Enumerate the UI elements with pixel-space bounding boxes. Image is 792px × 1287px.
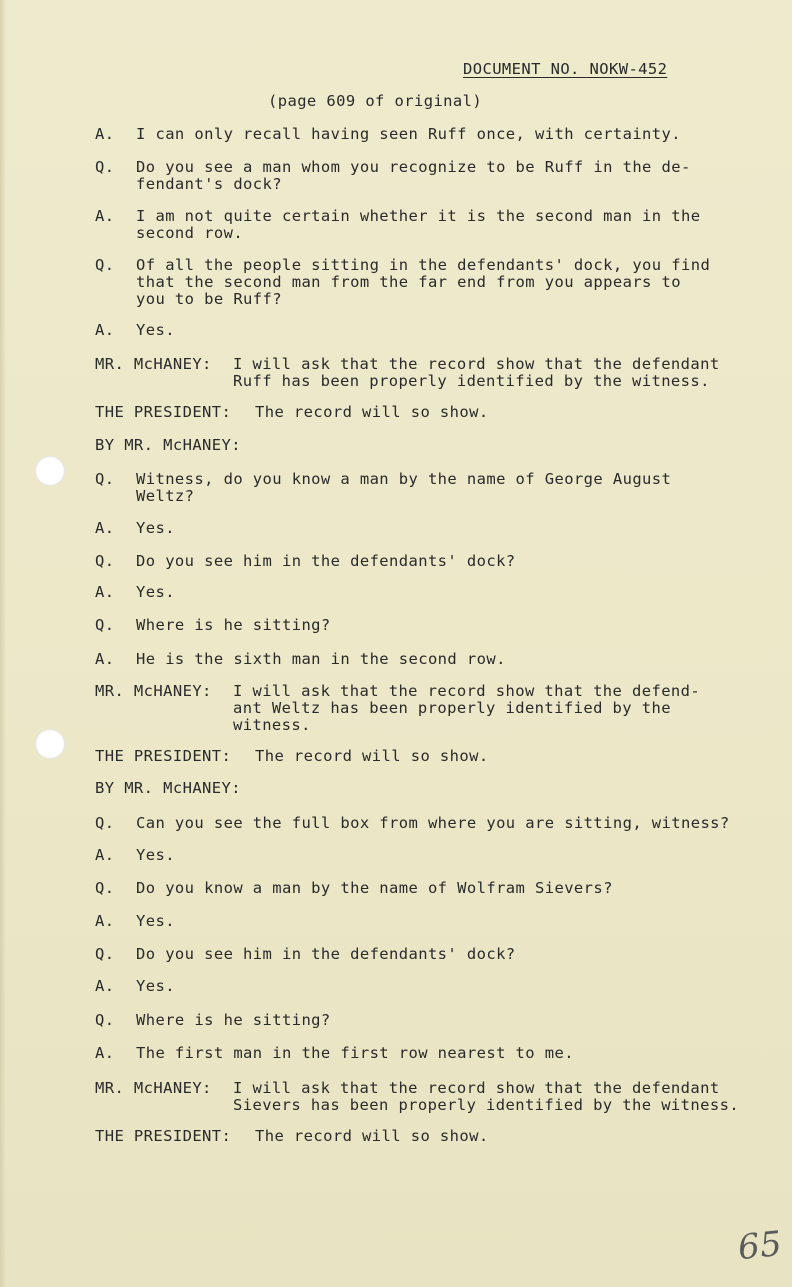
speaker-label: MR. McHANEY: xyxy=(95,1079,212,1097)
speaker-label: Q. xyxy=(95,158,115,176)
text-line: second row. xyxy=(136,224,244,242)
text-line: Yes. xyxy=(136,583,175,601)
text-line: I will ask that the record show that the defendant xyxy=(233,355,720,373)
speaker-label: Q. xyxy=(95,814,115,832)
entry-text xyxy=(136,208,700,242)
entry-text xyxy=(136,553,516,570)
entry-text xyxy=(255,748,489,765)
page-reference: (page 609 of original) xyxy=(268,92,483,110)
speaker-label: A. xyxy=(95,912,115,930)
text-line: you to be Ruff? xyxy=(136,290,282,308)
entry-text xyxy=(255,1128,489,1145)
text-line: Yes. xyxy=(136,977,175,995)
punch-hole xyxy=(35,729,65,759)
speaker-label: Q. xyxy=(95,945,115,963)
speaker-label: Q. xyxy=(95,470,115,488)
text-line: Do you know a man by the name of Wolfram Sievers? xyxy=(136,879,613,897)
speaker-label: THE PRESIDENT: xyxy=(95,1127,232,1145)
entry-text xyxy=(136,913,175,930)
entry-text xyxy=(136,946,516,963)
entry-text xyxy=(255,404,489,421)
speaker-label: Q. xyxy=(95,616,115,634)
speaker-label: A. xyxy=(95,321,115,339)
speaker-label: A. xyxy=(95,583,115,601)
speaker-label: A. xyxy=(95,519,115,537)
entry-text xyxy=(136,584,175,601)
text-line: Yes. xyxy=(136,519,175,537)
entry-text xyxy=(136,815,730,832)
entry-text xyxy=(136,847,175,864)
speaker-label: Q. xyxy=(95,1011,115,1029)
text-line: Do you see a man whom you recognize to be Ruff in the de- xyxy=(136,158,691,176)
entry-text xyxy=(136,471,671,505)
speaker-label: Q. xyxy=(95,552,115,570)
speaker-label: A. xyxy=(95,1044,115,1062)
text-line: The record will so show. xyxy=(255,403,489,421)
entry-text xyxy=(136,322,175,339)
text-line: Where is he sitting? xyxy=(136,1011,331,1029)
speaker-label: Q. xyxy=(95,879,115,897)
text-line: He is the sixth man in the second row. xyxy=(136,650,506,668)
text-line: Ruff has been properly identified by the witness. xyxy=(233,372,710,390)
document-number: DOCUMENT NO. NOKW-452 xyxy=(463,60,668,78)
text-line: I will ask that the record show that the defend- xyxy=(233,682,701,700)
text-line: Do you see him in the defendants' dock? xyxy=(136,552,516,570)
speaker-label: A. xyxy=(95,650,115,668)
text-line: Where is he sitting? xyxy=(136,616,331,634)
text-line: ant Weltz has been properly identified by the xyxy=(233,699,671,717)
text-line: Sievers has been properly identified by the witness. xyxy=(233,1096,740,1114)
speaker-label: MR. McHANEY: xyxy=(95,682,212,700)
handwritten-page-number: 65 xyxy=(736,1223,785,1269)
text-line: Of all the people sitting in the defendants' dock, you find xyxy=(136,256,711,274)
speaker-label: THE PRESIDENT: xyxy=(95,403,232,421)
entry-text xyxy=(136,257,710,308)
speaker-label: MR. McHANEY: xyxy=(95,355,212,373)
entry-text xyxy=(136,880,613,897)
text-line: Weltz? xyxy=(136,487,195,505)
entry-text xyxy=(136,1012,331,1029)
speaker-label: BY MR. McHANEY: xyxy=(95,779,241,797)
entry-text xyxy=(136,126,681,143)
text-line: I can only recall having seen Ruff once, with certainty. xyxy=(136,125,681,143)
text-line: that the second man from the far end from you appears to xyxy=(136,273,681,291)
speaker-label: BY MR. McHANEY: xyxy=(95,436,241,454)
text-line: Witness, do you know a man by the name of George August xyxy=(136,470,672,488)
entry-text xyxy=(136,520,175,537)
entry-text xyxy=(136,651,506,668)
speaker-label: Q. xyxy=(95,256,115,274)
punch-hole xyxy=(35,456,65,486)
speaker-label: A. xyxy=(95,977,115,995)
entry-text xyxy=(233,1080,739,1114)
text-line: Yes. xyxy=(136,846,175,864)
entry-text xyxy=(136,159,691,193)
entry-text xyxy=(136,1045,574,1062)
entry-text xyxy=(136,978,175,995)
text-line: Can you see the full box from where you are sitting, witness? xyxy=(136,814,730,832)
text-line: The first man in the first row nearest to me. xyxy=(136,1044,574,1062)
text-line: The record will so show. xyxy=(255,1127,489,1145)
text-line: Do you see him in the defendants' dock? xyxy=(136,945,516,963)
speaker-label: A. xyxy=(95,207,115,225)
text-line: I will ask that the record show that the defendant xyxy=(233,1079,720,1097)
text-line: fendant's dock? xyxy=(136,175,282,193)
entry-text xyxy=(136,617,331,634)
text-line: witness. xyxy=(233,716,311,734)
text-line: Yes. xyxy=(136,321,175,339)
text-line: Yes. xyxy=(136,912,175,930)
speaker-label: THE PRESIDENT: xyxy=(95,747,232,765)
speaker-label: A. xyxy=(95,125,115,143)
text-line: I am not quite certain whether it is the second man in the xyxy=(136,207,701,225)
speaker-label: A. xyxy=(95,846,115,864)
entry-text xyxy=(233,356,720,390)
entry-text xyxy=(233,683,700,734)
text-line: The record will so show. xyxy=(255,747,489,765)
